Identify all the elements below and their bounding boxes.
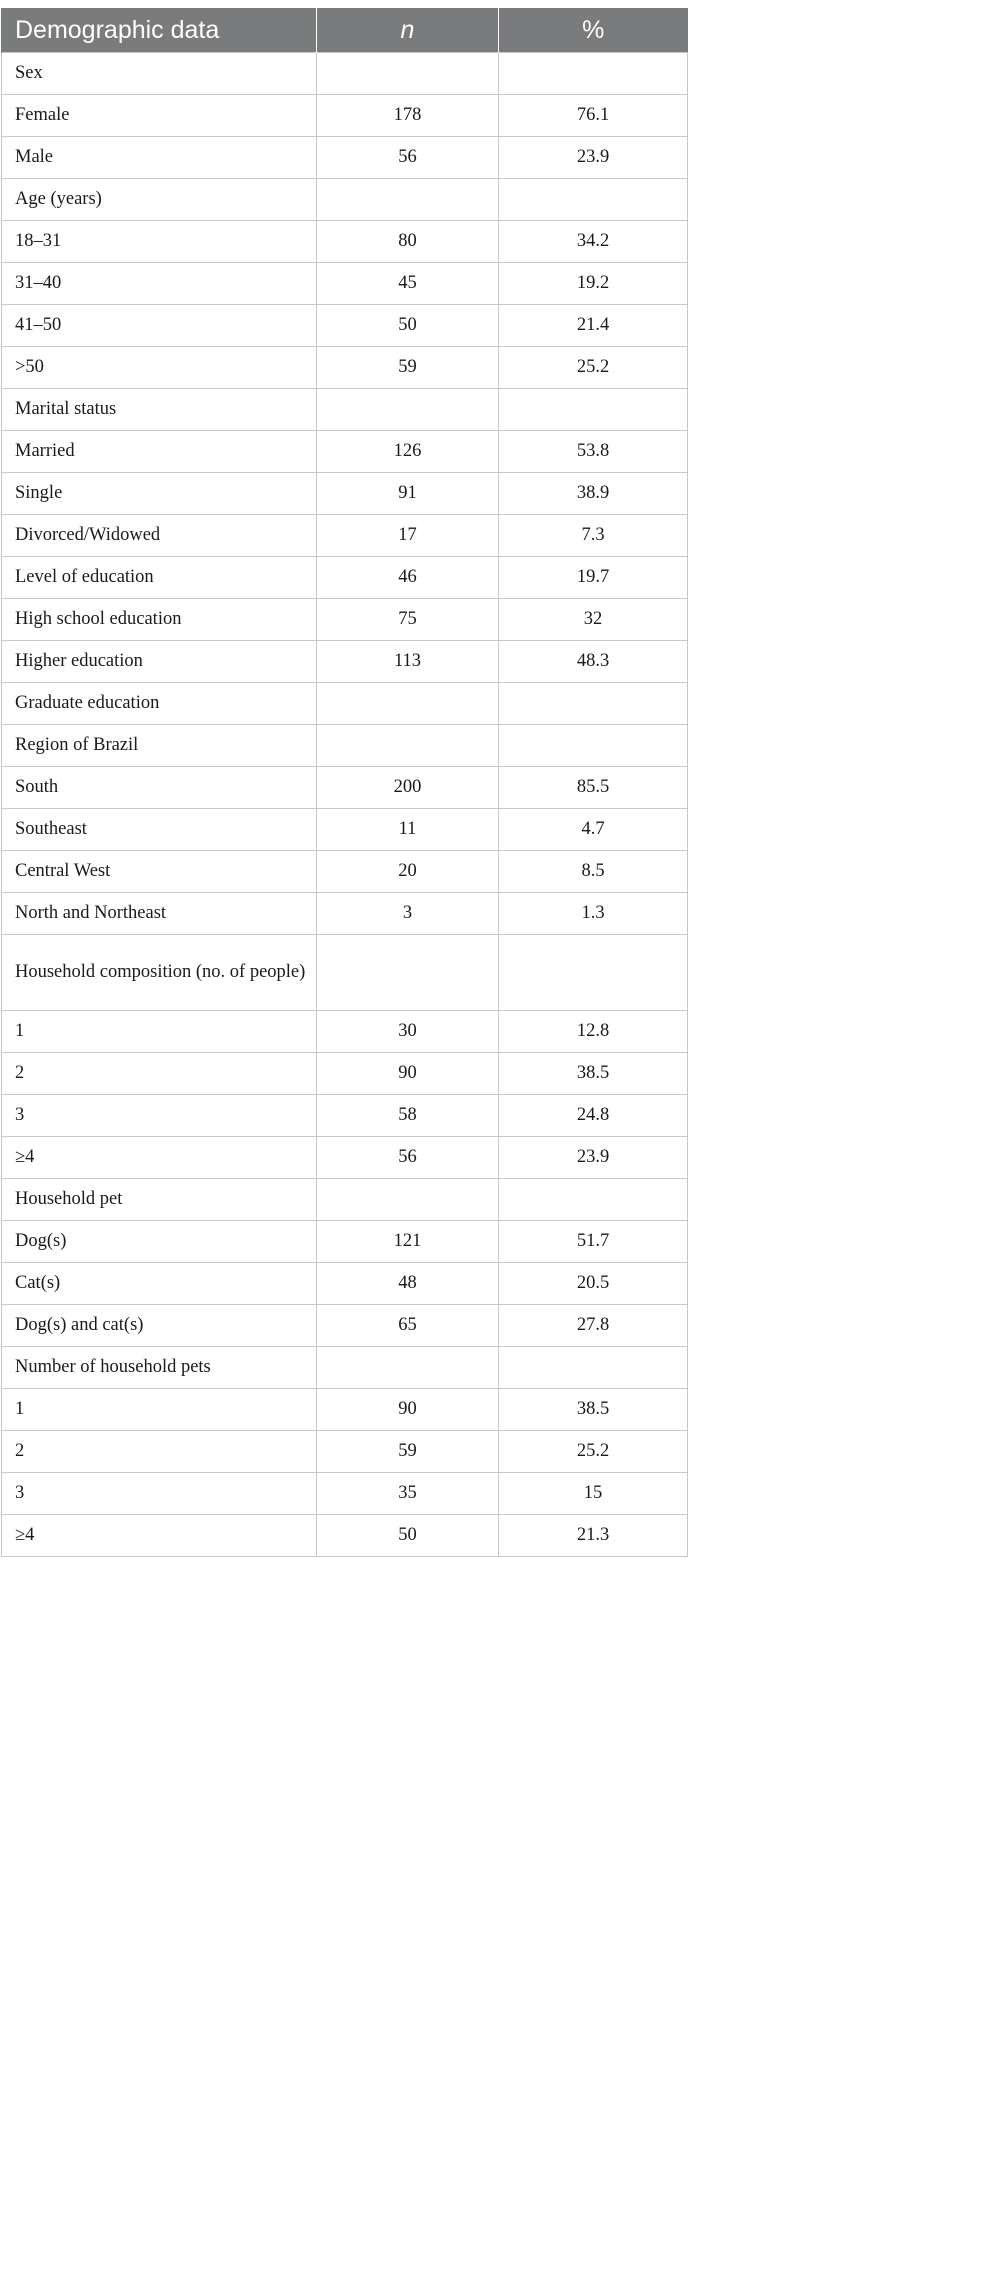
table-row bbox=[2, 179, 688, 221]
table-row bbox=[2, 1221, 688, 1263]
table-row bbox=[2, 221, 688, 263]
row-n-value: 75 bbox=[317, 599, 499, 641]
row-label: Household composition (no. of people) bbox=[2, 935, 317, 1011]
row-n-value: 56 bbox=[317, 1137, 499, 1179]
table-row bbox=[2, 389, 688, 431]
row-label: 2 bbox=[2, 1431, 317, 1473]
table-row bbox=[2, 557, 688, 599]
row-label: Central West bbox=[2, 851, 317, 893]
table-row bbox=[2, 1263, 688, 1305]
row-percent-value: 20.5 bbox=[499, 1263, 688, 1305]
row-percent-value: 25.2 bbox=[499, 1431, 688, 1473]
table-row bbox=[2, 767, 688, 809]
table-row bbox=[2, 137, 688, 179]
row-n-value: 35 bbox=[317, 1473, 499, 1515]
row-percent-value: 51.7 bbox=[499, 1221, 688, 1263]
row-percent-value: 21.4 bbox=[499, 305, 688, 347]
row-percent-value: 38.5 bbox=[499, 1389, 688, 1431]
table-row bbox=[2, 431, 688, 473]
table-body bbox=[2, 53, 688, 1557]
row-percent-value: 21.3 bbox=[499, 1515, 688, 1557]
row-n-value: 90 bbox=[317, 1389, 499, 1431]
table-row bbox=[2, 935, 688, 1011]
row-percent-value: 85.5 bbox=[499, 767, 688, 809]
row-percent-value: 23.9 bbox=[499, 137, 688, 179]
row-n-value bbox=[317, 1347, 499, 1389]
header-percent: % bbox=[499, 8, 688, 53]
table-header bbox=[2, 8, 688, 53]
table-row bbox=[2, 1179, 688, 1221]
row-label: 3 bbox=[2, 1095, 317, 1137]
row-n-value: 45 bbox=[317, 263, 499, 305]
row-label: Cat(s) bbox=[2, 1263, 317, 1305]
table-row bbox=[2, 851, 688, 893]
row-label: Region of Brazil bbox=[2, 725, 317, 767]
table-row bbox=[2, 725, 688, 767]
row-n-value bbox=[317, 389, 499, 431]
row-percent-value: 38.5 bbox=[499, 1053, 688, 1095]
row-percent-value bbox=[499, 1179, 688, 1221]
table-row bbox=[2, 1515, 688, 1557]
table-row bbox=[2, 893, 688, 935]
row-n-value bbox=[317, 179, 499, 221]
row-percent-value bbox=[499, 53, 688, 95]
row-percent-value: 48.3 bbox=[499, 641, 688, 683]
row-label: 41–50 bbox=[2, 305, 317, 347]
row-n-value: 20 bbox=[317, 851, 499, 893]
table-row bbox=[2, 263, 688, 305]
row-n-value bbox=[317, 725, 499, 767]
row-percent-value: 76.1 bbox=[499, 95, 688, 137]
row-label: Male bbox=[2, 137, 317, 179]
row-n-value: 17 bbox=[317, 515, 499, 557]
row-label: Divorced/Widowed bbox=[2, 515, 317, 557]
table-row bbox=[2, 1305, 688, 1347]
row-percent-value bbox=[499, 179, 688, 221]
row-n-value: 65 bbox=[317, 1305, 499, 1347]
row-n-value: 59 bbox=[317, 1431, 499, 1473]
table-row bbox=[2, 1095, 688, 1137]
row-label: 1 bbox=[2, 1389, 317, 1431]
row-percent-value: 34.2 bbox=[499, 221, 688, 263]
table-row bbox=[2, 1431, 688, 1473]
row-label: Age (years) bbox=[2, 179, 317, 221]
row-label: North and Northeast bbox=[2, 893, 317, 935]
row-percent-value: 4.7 bbox=[499, 809, 688, 851]
row-label: High school education bbox=[2, 599, 317, 641]
header-n: n bbox=[317, 8, 499, 53]
row-n-value bbox=[317, 53, 499, 95]
row-n-value: 90 bbox=[317, 1053, 499, 1095]
table-row bbox=[2, 347, 688, 389]
row-percent-value: 25.2 bbox=[499, 347, 688, 389]
table-row bbox=[2, 641, 688, 683]
row-n-value: 59 bbox=[317, 347, 499, 389]
row-label: >50 bbox=[2, 347, 317, 389]
row-percent-value: 15 bbox=[499, 1473, 688, 1515]
row-percent-value bbox=[499, 935, 688, 1011]
row-percent-value: 12.8 bbox=[499, 1011, 688, 1053]
row-percent-value: 27.8 bbox=[499, 1305, 688, 1347]
row-label: ≥4 bbox=[2, 1515, 317, 1557]
row-n-value: 80 bbox=[317, 221, 499, 263]
row-label: Sex bbox=[2, 53, 317, 95]
row-label: Married bbox=[2, 431, 317, 473]
row-percent-value: 19.7 bbox=[499, 557, 688, 599]
row-label: 2 bbox=[2, 1053, 317, 1095]
row-label: Graduate education bbox=[2, 683, 317, 725]
row-percent-value: 53.8 bbox=[499, 431, 688, 473]
table-row bbox=[2, 53, 688, 95]
row-n-value: 121 bbox=[317, 1221, 499, 1263]
row-n-value: 126 bbox=[317, 431, 499, 473]
header-row bbox=[2, 8, 688, 53]
row-n-value: 50 bbox=[317, 1515, 499, 1557]
row-label: Number of household pets bbox=[2, 1347, 317, 1389]
table-row bbox=[2, 305, 688, 347]
row-label: South bbox=[2, 767, 317, 809]
row-label: Dog(s) bbox=[2, 1221, 317, 1263]
table-row bbox=[2, 1011, 688, 1053]
row-percent-value bbox=[499, 725, 688, 767]
row-label: Dog(s) and cat(s) bbox=[2, 1305, 317, 1347]
row-label: Level of education bbox=[2, 557, 317, 599]
row-percent-value bbox=[499, 1347, 688, 1389]
row-n-value: 58 bbox=[317, 1095, 499, 1137]
row-percent-value: 1.3 bbox=[499, 893, 688, 935]
table-row bbox=[2, 1053, 688, 1095]
row-label: Higher education bbox=[2, 641, 317, 683]
row-n-value: 3 bbox=[317, 893, 499, 935]
row-label: 3 bbox=[2, 1473, 317, 1515]
row-label: ≥4 bbox=[2, 1137, 317, 1179]
table-row bbox=[2, 1347, 688, 1389]
table-row bbox=[2, 683, 688, 725]
row-percent-value: 32 bbox=[499, 599, 688, 641]
row-label: 1 bbox=[2, 1011, 317, 1053]
row-n-value: 91 bbox=[317, 473, 499, 515]
row-n-value: 178 bbox=[317, 95, 499, 137]
row-label: 31–40 bbox=[2, 263, 317, 305]
row-label: Household pet bbox=[2, 1179, 317, 1221]
table-row bbox=[2, 1473, 688, 1515]
row-n-value bbox=[317, 1179, 499, 1221]
row-percent-value bbox=[499, 683, 688, 725]
row-label: Southeast bbox=[2, 809, 317, 851]
row-label: Marital status bbox=[2, 389, 317, 431]
row-percent-value: 7.3 bbox=[499, 515, 688, 557]
row-n-value bbox=[317, 683, 499, 725]
row-percent-value: 23.9 bbox=[499, 1137, 688, 1179]
table-row bbox=[2, 599, 688, 641]
row-label: 18–31 bbox=[2, 221, 317, 263]
row-label: Female bbox=[2, 95, 317, 137]
table-row bbox=[2, 515, 688, 557]
demographic-table bbox=[1, 8, 688, 1557]
row-percent-value: 19.2 bbox=[499, 263, 688, 305]
row-percent-value: 8.5 bbox=[499, 851, 688, 893]
row-n-value bbox=[317, 935, 499, 1011]
row-n-value: 50 bbox=[317, 305, 499, 347]
table-row bbox=[2, 95, 688, 137]
table-row bbox=[2, 809, 688, 851]
row-n-value: 56 bbox=[317, 137, 499, 179]
table-row bbox=[2, 473, 688, 515]
table-row bbox=[2, 1389, 688, 1431]
row-n-value: 46 bbox=[317, 557, 499, 599]
row-n-value: 30 bbox=[317, 1011, 499, 1053]
row-percent-value bbox=[499, 389, 688, 431]
row-label: Single bbox=[2, 473, 317, 515]
row-percent-value: 38.9 bbox=[499, 473, 688, 515]
row-percent-value: 24.8 bbox=[499, 1095, 688, 1137]
row-n-value: 48 bbox=[317, 1263, 499, 1305]
row-n-value: 200 bbox=[317, 767, 499, 809]
table-row bbox=[2, 1137, 688, 1179]
header-demographic-data: Demographic data bbox=[2, 8, 317, 53]
row-n-value: 113 bbox=[317, 641, 499, 683]
row-n-value: 11 bbox=[317, 809, 499, 851]
